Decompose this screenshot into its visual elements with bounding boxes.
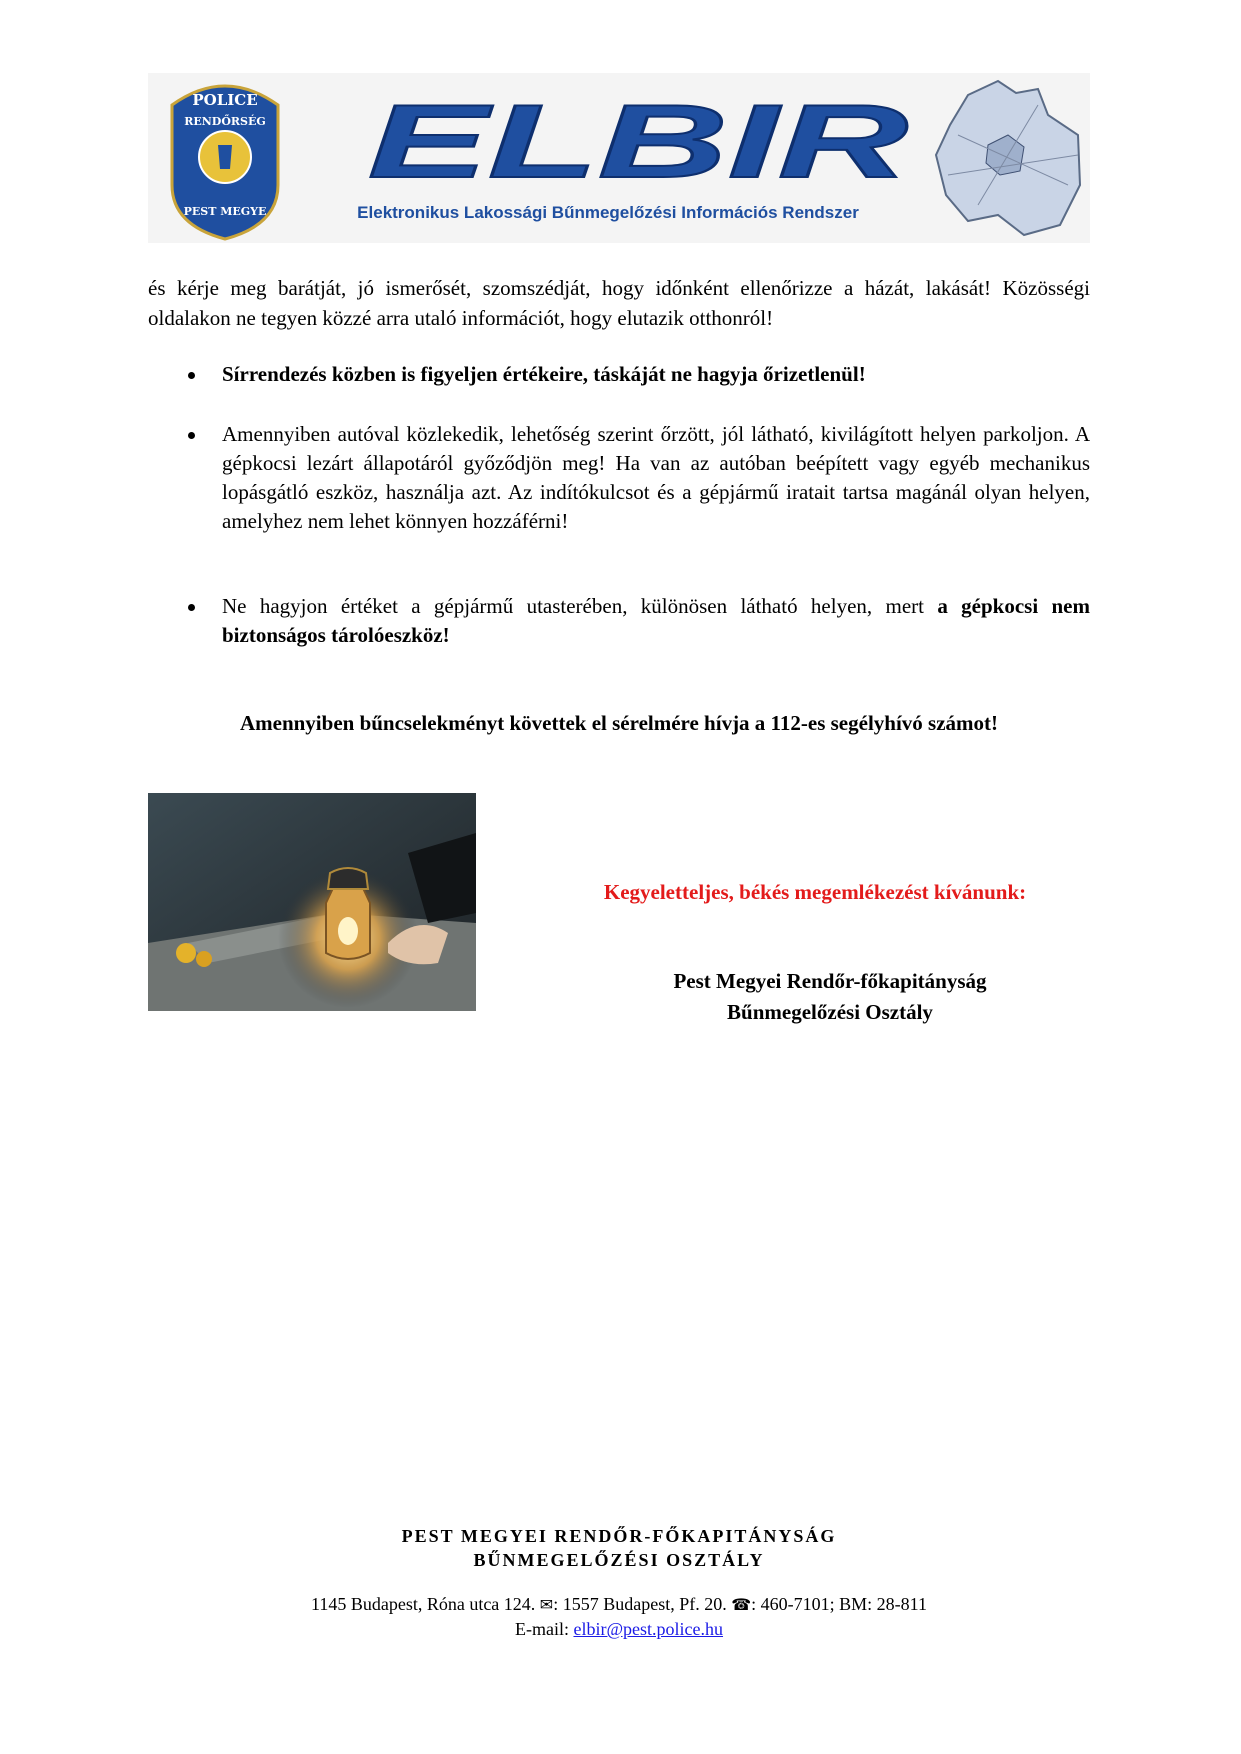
emergency-callout: Amennyiben bűncselekményt követtek el sérelmére hívja a 112-es segélyhívó számot! bbox=[239, 711, 999, 735]
badge-mid-text: RENDŐRSÉG bbox=[184, 115, 266, 128]
footer-email-label: E-mail: bbox=[514, 1619, 574, 1639]
phone-icon: ☎ bbox=[731, 1595, 752, 1614]
badge-top-text: POLICE bbox=[192, 91, 258, 109]
candle-photo bbox=[148, 793, 476, 1011]
footer-email-line bbox=[148, 1617, 1090, 1641]
footer-contact bbox=[148, 1592, 1090, 1617]
bullet-text: Amennyiben autóval közlekedik, lehetőség szerint őrzött, jól látható, kivilágított helyen parkoljon. A gépkocsi lezárt állapotáról győződjön meg! Ha van az autóban beépített vagy egyéb mechanikus lopásgátló eszköz, használja azt. Az indítókulcsot és a gépjármű iratait tartsa magánál olyan helyen, amelyhez nem lehet könnyen hozzáférni! bbox=[222, 422, 1090, 533]
list-item bbox=[148, 420, 1090, 536]
header-banner bbox=[148, 73, 1090, 243]
email-link[interactable]: elbir@pest.police.hu bbox=[573, 1619, 724, 1639]
footer-org-line-2: BŰNMEGELŐZÉSI OSZTÁLY bbox=[473, 1550, 765, 1570]
envelope-icon: ✉ bbox=[539, 1595, 554, 1614]
intro-paragraph: és kérje meg barátját, jó ismerősét, szomszédját, hogy időnként ellenőrizze a házát, lakását! Közösségi oldalakon ne tegyen közzé arra utaló információt, hogy elutazik otthonról! bbox=[148, 276, 1090, 330]
footer-postal: : 1557 Budapest, Pf. 20. bbox=[553, 1594, 727, 1614]
wish-text: Kegyeletteljes, békés megemlékezést kívánunk: bbox=[603, 880, 1027, 904]
pest-county-map-icon bbox=[928, 75, 1088, 241]
bullet-text: Ne hagyjon értéket a gépjármű utasterében, különösen látható helyen, mert bbox=[222, 594, 938, 618]
bullet-icon bbox=[188, 432, 195, 439]
badge-bottom-text: PEST MEGYE bbox=[183, 205, 267, 218]
signature-block bbox=[630, 966, 1030, 1028]
signature-line-1: Pest Megyei Rendőr-főkapitányság bbox=[673, 969, 987, 993]
logo-text: ELBIR bbox=[368, 99, 908, 191]
bullet-bold-text: a gépkocsi nem biztonságos tárolóeszköz! bbox=[222, 594, 1090, 647]
list-item bbox=[148, 592, 1090, 650]
footer-phone: : 460-7101; BM: 28-811 bbox=[751, 1594, 927, 1614]
list-item bbox=[148, 360, 1090, 389]
bullet-bold-text: Sírrendezés közben is figyeljen értékeire, táskáját ne hagyja őrizetlenül! bbox=[222, 362, 866, 386]
bullet-icon bbox=[188, 372, 195, 379]
elbir-logo bbox=[358, 99, 918, 191]
police-badge-icon bbox=[166, 75, 284, 241]
signature-line-2: Bűnmegelőzési Osztály bbox=[727, 1000, 933, 1024]
bullet-icon bbox=[188, 604, 195, 611]
footer-address: 1145 Budapest, Róna utca 124. bbox=[311, 1594, 536, 1614]
footer bbox=[148, 1524, 1090, 1641]
footer-org-line-1: PEST MEGYEI RENDŐR-FŐKAPITÁNYSÁG bbox=[401, 1526, 837, 1546]
header-tagline: Elektronikus Lakossági Bűnmegelőzési Információs Rendszer bbox=[357, 203, 859, 222]
